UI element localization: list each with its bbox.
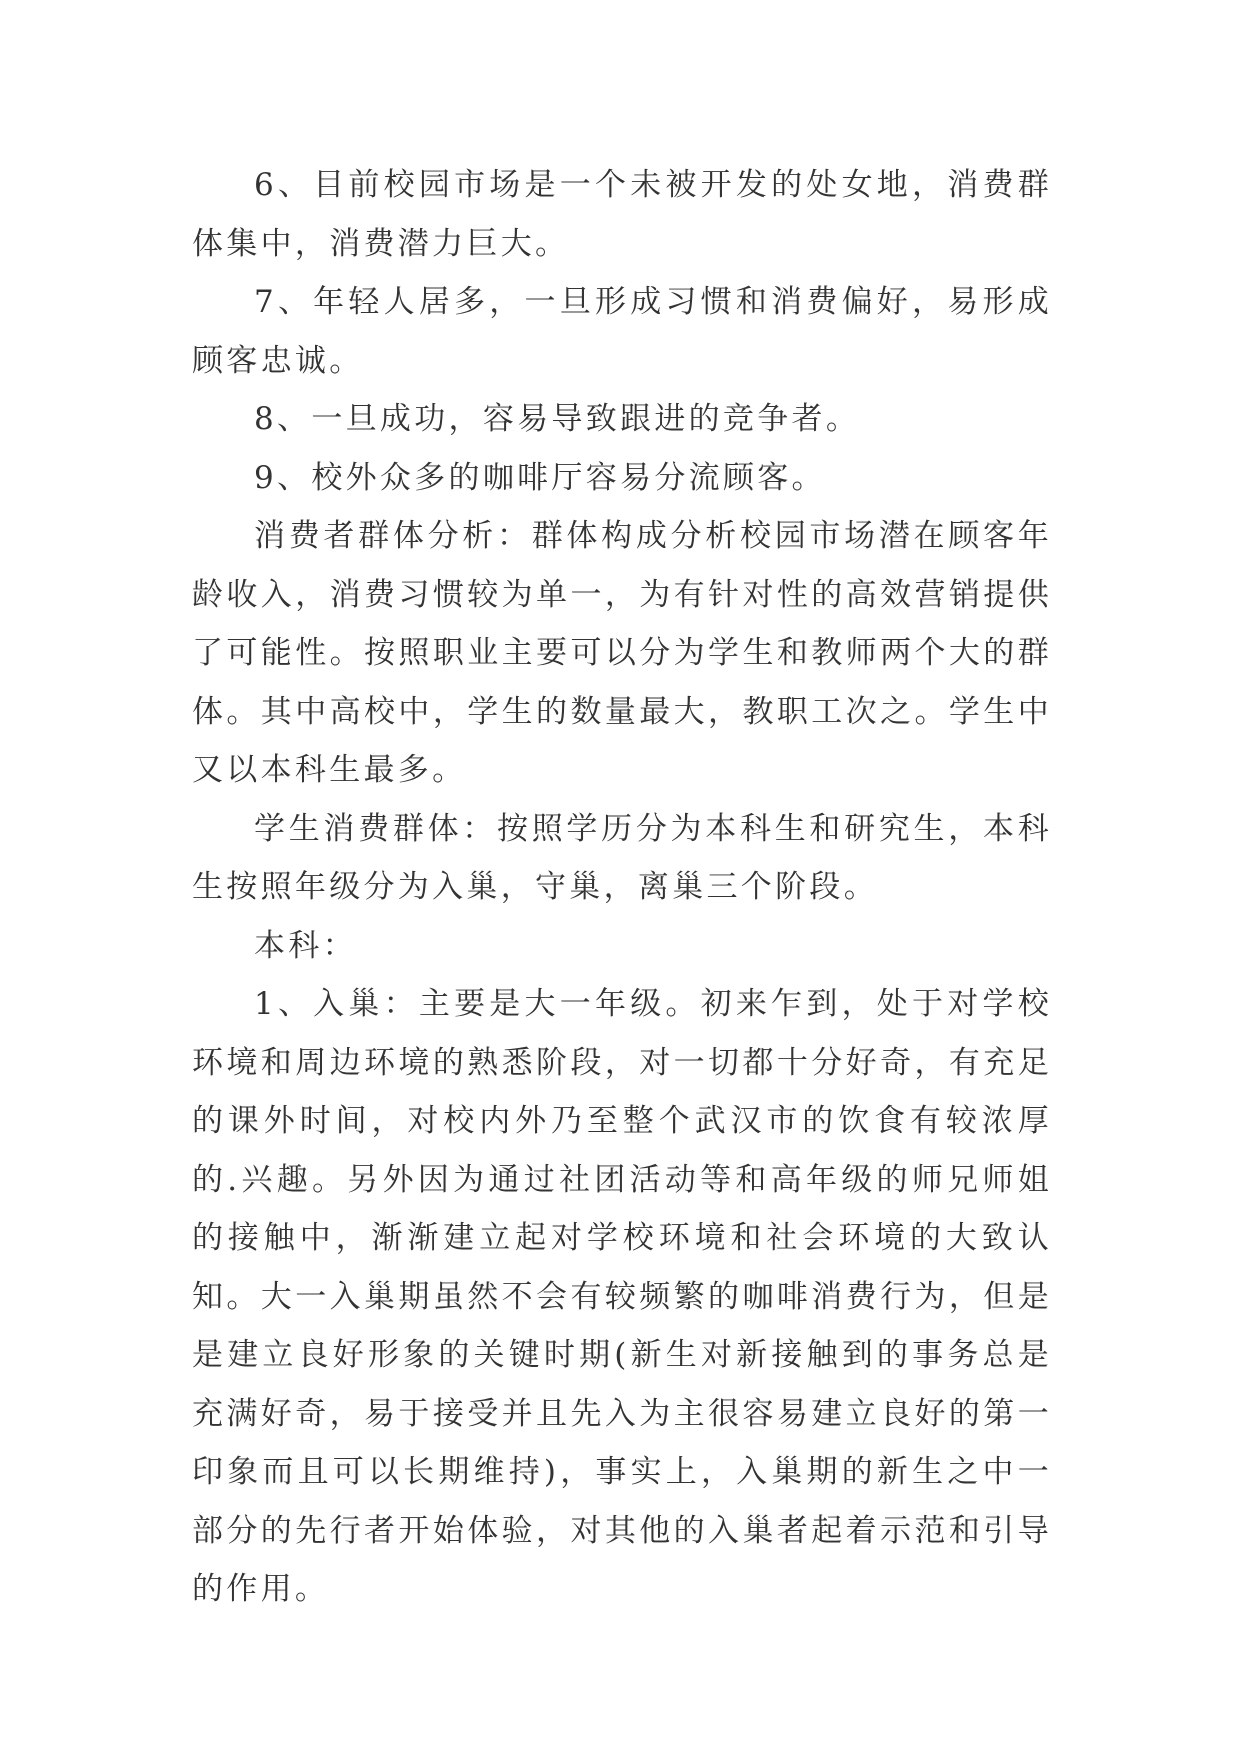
paragraph-item-9: 9、校外众多的咖啡厅容易分流顾客。 bbox=[254, 459, 826, 496]
paragraph-entering-nest: 1、入巢：主要是大一年级。初来乍到，处于对学校环境和周边环境的熟悉阶段，对一切都十分好奇，有充足的课外时间，对校内外乃至整个武汉市的饮食有较浓厚的.兴趣。另外因为通过社团活动等和高年级的师兄师姐的接触中，渐渐建立起对学校环境和社会环境的大致认知。大一入巢期虽然不会有较频繁的咖啡消费行为，但是是建立良好形象的关键时期(新生对新接触到的事务总是充满好奇，易于接受并且先入为主很容易建立良好的第一印象而且可以长期维持)，事实上，入巢期的新生之中一部分的先行者开始体验，对其他的入巢者起着示范和引导的作用。 bbox=[192, 986, 1052, 1607]
paragraph-undergraduate-heading: 本科： bbox=[254, 927, 357, 964]
paragraph-item-8: 8、一旦成功，容易导致跟进的竞争者。 bbox=[254, 401, 861, 437]
paragraph-consumer-group-analysis: 消费者群体分析：群体构成分析校园市场潜在顾客年龄收入，消费习惯较为单一，为有针对性的高效营销提供了可能性。按照职业主要可以分为学生和教师两个大的群体。其中高校中，学生的数量最大，教职工次之。学生中又以本科生最多。 bbox=[192, 518, 1052, 788]
document-body bbox=[192, 156, 1052, 1619]
paragraph-item-7: 7、年轻人居多，一旦形成习惯和消费偏好，易形成顾客忠诚。 bbox=[192, 284, 1052, 379]
paragraph-item-6: 6、目前校园市场是一个未被开发的处女地，消费群体集中，消费潜力巨大。 bbox=[192, 167, 1052, 262]
paragraph-student-consumer-group: 学生消费群体：按照学历分为本科生和研究生，本科生按照年级分为入巢，守巢，离巢三个阶段。 bbox=[192, 810, 1052, 905]
